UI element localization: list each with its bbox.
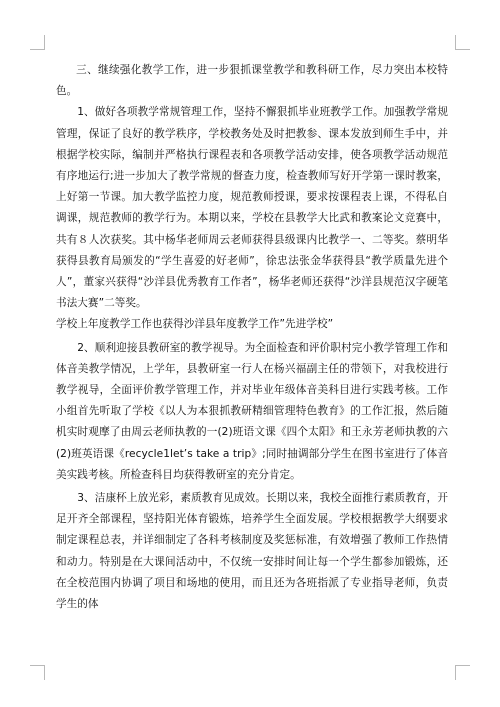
paragraph-teaching-routine: 1、做好各项教学常规管理工作，坚持不懈狠抓毕业班教学工作。加强教学常规管理，保证了良好的教学秩序，学校教务处及时把教参、课本发放到师生手中，并根据学校实际，编制并严格执行课程表和各项教学活动安排，使各项教学活动规范有序地运行;进一步加大了教学常规的督查力度，检查教师写好开学第一课时教案，上好第一节课。加大教学监控力度，规范教师授课，要求按课程表上课，不得私自调课，规范教师的教学行为。本期以来，学校在县教学大比武和教案论文竞赛中，共有８人次获奖。其中杨华老师周云老师获得县级课内比教学一、二等奖。蔡明华获得县教育局颁发的“学生喜爱的好老师”，徐忠法张金华获得县“教学质量先进个人”，董家兴获得“沙洋县优秀教育工作者”，杨华老师还获得“沙洋县规范汉字硬笔书法大赛”二等奖。 <box>56 106 448 310</box>
crop-mark-top-left <box>30 35 45 50</box>
crop-mark-top-right <box>455 35 470 50</box>
paragraph-quality-education: 3、洁康杯上放光彩，素质教育见成效。长期以来，我校全面推行素质教育，开足开齐全部课程，坚持阳光体育锻炼，培养学生全面发展。学校根据教学大纲要求制定课程总表，并详细制定了各科考核制度及奖惩标准，有效增强了教师工作热情和动力。特别是在大课间活动中，不仅统一安排时间让每一个学生都参加锻炼，还在全校范围内协调了项目和场地的使用，而且还为各班指派了专业指导老师，负责学生的体 <box>56 492 448 611</box>
document-body <box>56 60 448 615</box>
section-heading: 三、继续强化教学工作，进一步狠抓课堂教学和教科研工作，尽力突出本校特色。 <box>56 64 448 98</box>
crop-mark-bottom-right <box>455 665 470 680</box>
crop-mark-bottom-left <box>30 665 45 680</box>
paragraph-inspection: 2、顺利迎接县教研室的教学视导。为全面检查和评价职村完小教学管理工作和体音美教学情况，上学年，县教研室一行人在杨兴福副主任的带领下，对我校进行教学视导，全面评价教学管理工作，并对毕业年级体音美科目进行实践考核。工作小组首先听取了学校《以人为本狠抓教研精细管理特色教育》的工作汇报，然后随机实时观摩了由周云老师执教的一(2)班语文课《四个太阳》和王永芳老师执教的六(2)班英语课《recycle1let’s take a trip》;同时抽调部分学生在图书室进行了体音美实践考核。所检查科目均获得教研室的充分肯定。 <box>56 341 448 481</box>
paragraph-school-award: 学校上年度教学工作也获得沙洋县年度教学工作”先进学校” <box>56 318 334 331</box>
